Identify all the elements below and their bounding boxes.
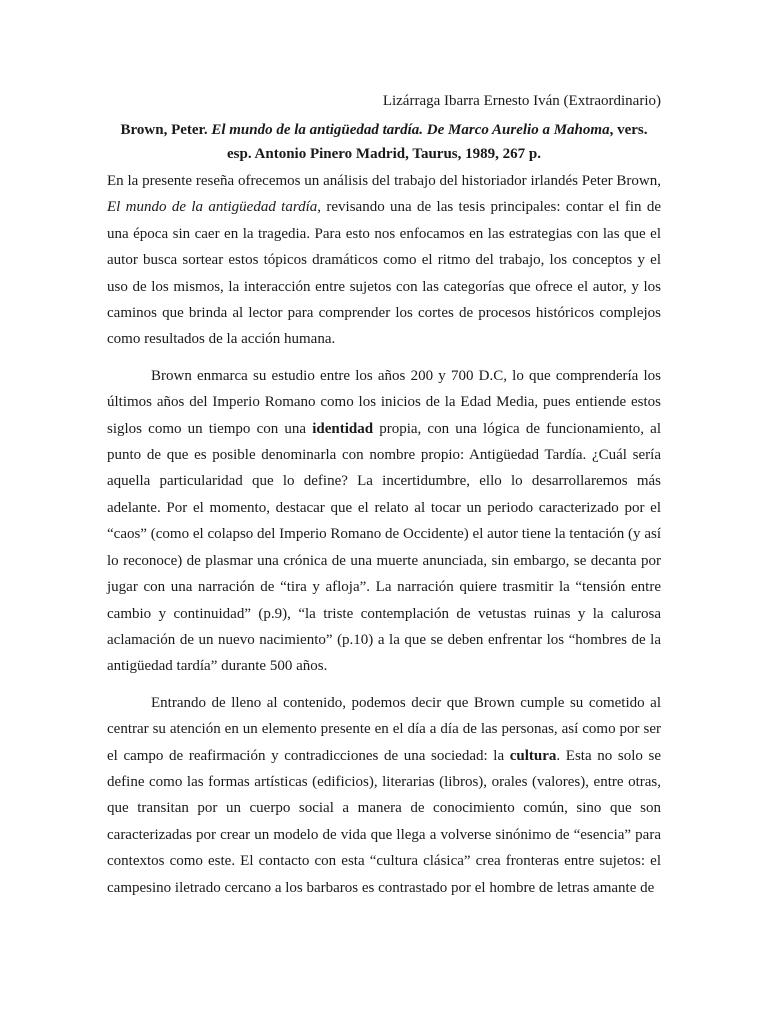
book-title-inline: El mundo de la antigüedad tardía [107, 199, 318, 216]
title-book: El mundo de la antigüedad tardía. De Marco Aurelio a Mahoma [211, 122, 610, 138]
bold-term-identidad: identidad [312, 420, 374, 437]
title-author: Brown, Peter. [120, 122, 208, 138]
paragraph-1: En la presente reseña ofrecemos un análisis del trabajo del historiador irlandés Peter Brown, El mundo de la antigüedad tardía, revisando una de las tesis principales: contar el fin de una época sin caer en la tragedia. Para esto nos enfocamos en las estrategias con las que el autor busca sortear estos tópicos dramáticos como el ritmo del trabajo, los conceptos y el uso de los mismos, la interacción entre sujetos con las categorías que ofrece el autor, y los caminos que brinda al lector para comprender los cortes de procesos históricos complejos como resultados de la acción humana. [107, 173, 661, 348]
paragraph-2: Brown enmarca su estudio entre los años 200 y 700 D.C, lo que comprendería los últimos años del Imperio Romano como los inicios de la Edad Media, pues entiende estos siglos como un tiempo con una identidad propia, con una lógica de funcionamiento, al punto de que es posible denominarla con nombre propio: Antigüedad Tardía. ¿Cuál sería aquella particularidad que lo define? La incertidumbre, ello lo desarrollaremos más adelante. Por el momento, destacar que el relato al tocar un periodo caracterizado por el “caos” (como el colapso del Imperio Romano de Occidente) el autor tiene la tentación (y así lo reconoce) de plasmar una crónica de una muerte anunciada, sin embargo, se decanta por jugar con una narración de “tira y afloja”. La narración quiere trasmitir la “tensión entre cambio y continuidad” (p.9), “la triste contemplación de vetustas ruinas y la calurosa aclamación de un nuevo nacimiento” (p.10) a la que se deben enfrentar los “hombres de la antigüedad tardía” durante 500 años. [107, 367, 661, 675]
paragraph-3: Entrando de lleno al contenido, podemos decir que Brown cumple su cometido al centrar su atención en un elemento presente en el día a día de las personas, así como por ser el campo de reafirmación y contradicciones de una sociedad: la cultura. Esta no solo se define como las formas artísticas (edificios), literarias (libros), orales (valores), entre otras, que transitan por un cuerpo social a manera de conocimiento común, sino que son caracterizadas por crear un modelo de vida que llega a volverse sinónimo de “esencia” para contextos como este. El contacto con esta “cultura clásica” crea fronteras entre sujetos: el campesino iletrado cercano a los barbaros es contrastado por el hombre de letras amante de [107, 694, 661, 896]
title-edition: , vers. esp. Antonio Pinero Madrid, Taurus, 1989, 267 p. [227, 122, 648, 162]
document-body [107, 168, 661, 928]
author-line: Lizárraga Ibarra Ernesto Iván (Extraordinario) [382, 93, 661, 109]
review-title [107, 118, 661, 166]
bold-term-cultura: cultura [509, 747, 557, 764]
